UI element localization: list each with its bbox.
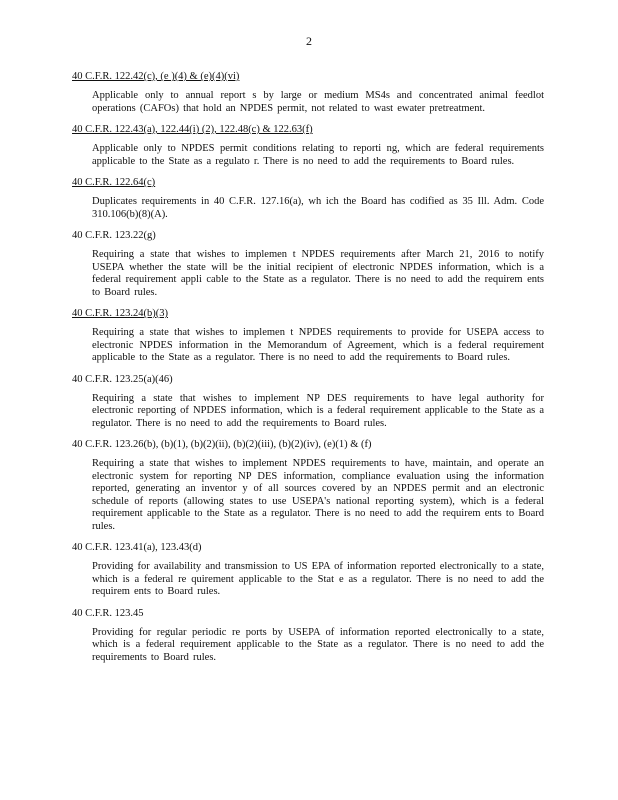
- regulation-entry: [72, 607, 552, 665]
- regulation-explanation: Requiring a state that wishes to implemen t NPDES requirements to provide for USEPA access to electronic NPDES information in the Memorandum of Agreement, which is a federal requirement applicable to the State as a regulator. There is no need to add the requirements to Board rules.: [92, 327, 544, 363]
- regulation-entry: [72, 176, 552, 221]
- regulation-citation: 40 C.F.R. 123.25(a)(46): [72, 373, 173, 385]
- regulation-explanation: Providing for availability and transmission to US EPA of information reported electronically to a state, which is a federal re quirement applicable to the Stat e as a regulator. There is no need to add the requirem ents to Board rules.: [92, 561, 544, 597]
- regulation-explanation: Applicable only to annual report s by large or medium MS4s and concentrated animal feedlot operations (CAFOs) that hold an NPDES permit, not related to wast ewater pretreatment.: [92, 90, 544, 114]
- regulation-citation: 40 C.F.R. 122.64(c): [72, 177, 156, 188]
- regulation-entry: [72, 373, 552, 431]
- regulation-citation: 40 C.F.R. 123.26(b), (b)(1), (b)(2)(ii), (b)(2)(iii), (b)(2)(iv), (e)(1) & (f): [72, 439, 372, 450]
- regulation-entry: [72, 123, 552, 168]
- regulation-explanation: Applicable only to NPDES permit conditions relating to reporti ng, which are federal requirements applicable to the State as a regulato r. There is no need to add the requirements to Board rules.: [92, 143, 544, 167]
- regulation-entry: [72, 70, 552, 115]
- regulation-explanation: Providing for regular periodic re ports by USEPA of information reported electronically to a state, which is a federal requirement applicable to the State as a regulator. There is no need to add the requirements to Board rules.: [92, 626, 544, 663]
- regulation-citation: 40 C.F.R. 122.43(a), 122.44(i) (2), 122.48(c) & 122.63(f): [72, 124, 313, 135]
- regulation-explanation: Requiring a state that wishes to implemen t NPDES requirements after March 21, 2016 to notify USEPA whether the state will be the initial recipient of electronic NPDES information, which is a federal requirement appli cable to the State as a regulator. There is no need to add the requirem ents to Board rules.: [92, 249, 544, 298]
- regulation-list: [72, 70, 552, 672]
- regulation-explanation: Requiring a state that wishes to implement NP DES requirements to have legal authority for electronic reporting of NPDES information, which is a federal requirement applicable to the State as a regulator. There is no need to add the requirements to Board rules.: [92, 392, 544, 429]
- page-number: 2: [306, 34, 312, 48]
- regulation-entry: [72, 307, 552, 365]
- regulation-citation: 40 C.F.R. 122.42(c), (e )(4) & (e)(4)(vi): [72, 71, 240, 82]
- regulation-citation: 40 C.F.R. 123.24(b)(3): [72, 308, 168, 319]
- regulation-explanation: Duplicates requirements in 40 C.F.R. 127.16(a), wh ich the Board has codified as 35 Ill. Adm. Code 310.106(b)(8)(A).: [92, 196, 544, 220]
- regulation-entry: [72, 438, 552, 533]
- regulation-entry: [72, 229, 552, 299]
- regulation-citation: 40 C.F.R. 123.41(a), 123.43(d): [72, 542, 202, 553]
- regulation-explanation: Requiring a state that wishes to implement NPDES requirements to have, maintain, and operate an electronic system for reporting NP DES information, compliance evaluation using the information reported, generating an inventor y of all sources covered by an NPDES permit and an electronic schedule of reports (allowing states to use USEPA's national reporting system), which is a federal requirement applicable to the State as a regulator. There is no need to add the requirem ents to Board rules.: [92, 458, 544, 532]
- regulation-citation: 40 C.F.R. 123.45: [72, 607, 144, 619]
- regulation-citation: 40 C.F.R. 123.22(g): [72, 230, 156, 241]
- regulation-entry: [72, 541, 552, 599]
